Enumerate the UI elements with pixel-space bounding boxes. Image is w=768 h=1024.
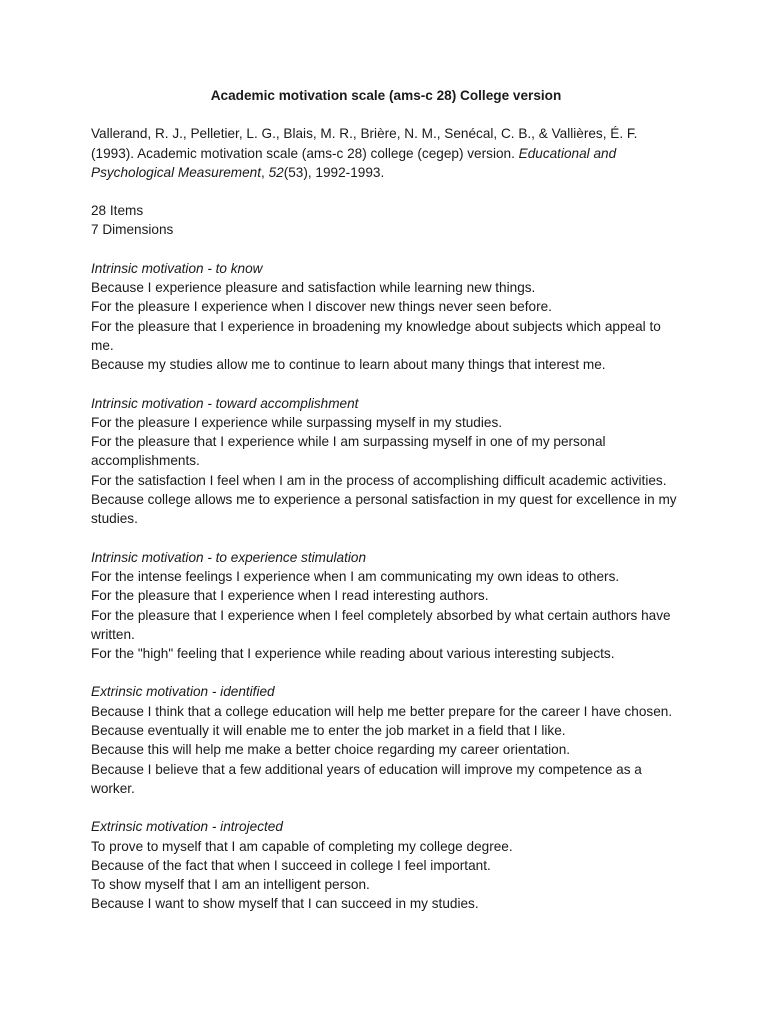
list-item: For the pleasure that I experience when I feel completely absorbed by what certain authors have written.: [91, 607, 671, 642]
list-item: Because my studies allow me to continue to learn about many things that interest me.: [91, 357, 606, 373]
list-item: Because I want to show myself that I can succeed in my studies.: [91, 896, 479, 912]
citation: [91, 124, 681, 182]
list-item: For the intense feelings I experience when I am communicating my own ideas to others.: [91, 568, 620, 584]
citation-journal: Educational and Psychological Measurement: [91, 145, 617, 180]
section-extrinsic-identified: [91, 682, 681, 798]
section-title: Extrinsic motivation - introjected: [91, 819, 283, 835]
section-title: Intrinsic motivation - toward accomplishment: [91, 395, 359, 411]
list-item: For the pleasure that I experience in broadening my knowledge about subjects which appeal to me.: [91, 318, 661, 353]
section-title: Intrinsic motivation - to know: [91, 260, 263, 276]
list-item: To prove to myself that I am capable of completing my college degree.: [91, 838, 513, 854]
document-page: [91, 86, 681, 933]
section-title: Intrinsic motivation - to experience stimulation: [91, 549, 367, 565]
citation-pages: (53), 1992-1993.: [283, 164, 385, 180]
citation-separator: ,: [261, 164, 269, 180]
scale-meta: [91, 201, 681, 240]
citation-authors: Vallerand, R. J., Pelletier, L. G., Blais, M. R., Brière, N. M., Senécal, C. B., & Vallières, É. F. (1993). Academic motivation scale (ams-c 28) college (cegep) version.: [91, 126, 638, 161]
list-item: For the pleasure that I experience when I read interesting authors.: [91, 588, 489, 604]
list-item: Because I think that a college education will help me better prepare for the career I have chosen.: [91, 703, 673, 719]
list-item: Because eventually it will enable me to enter the job market in a field that I like.: [91, 723, 566, 739]
section-intrinsic-accomplishment: [91, 394, 681, 529]
section-title: Extrinsic motivation - identified: [91, 684, 275, 700]
document-title: Academic motivation scale (ams-c 28) College version: [210, 88, 562, 103]
section-intrinsic-stimulation: [91, 548, 681, 664]
list-item: Because college allows me to experience a personal satisfaction in my quest for excellence in my studies.: [91, 492, 677, 527]
list-item: Because this will help me make a better choice regarding my career orientation.: [91, 742, 571, 758]
dimension-count: 7 Dimensions: [91, 222, 174, 238]
list-item: For the satisfaction I feel when I am in the process of accomplishing difficult academic activities.: [91, 472, 667, 488]
section-intrinsic-to-know: [91, 259, 681, 375]
list-item: For the pleasure I experience when I discover new things never seen before.: [91, 299, 552, 315]
list-item: For the pleasure that I experience while I am surpassing myself in one of my personal accomplishments.: [91, 434, 606, 469]
list-item: For the "high" feeling that I experience while reading about various interesting subjects.: [91, 646, 615, 662]
list-item: Because I believe that a few additional years of education will improve my competence as a worker.: [91, 761, 642, 796]
list-item: Because I experience pleasure and satisfaction while learning new things.: [91, 280, 536, 296]
list-item: For the pleasure I experience while surpassing myself in my studies.: [91, 414, 503, 430]
item-count: 28 Items: [91, 203, 144, 219]
list-item: Because of the fact that when I succeed in college I feel important.: [91, 857, 491, 873]
citation-volume: 52: [268, 164, 284, 180]
section-extrinsic-introjected: [91, 817, 681, 913]
list-item: To show myself that I am an intelligent person.: [91, 877, 370, 893]
